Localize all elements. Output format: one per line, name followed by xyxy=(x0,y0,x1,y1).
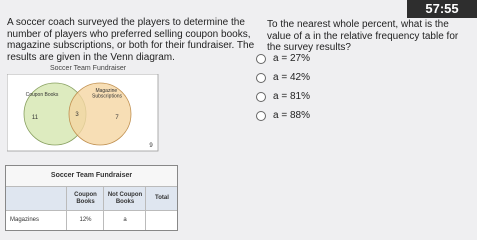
choice-label: a = 81% xyxy=(273,91,310,102)
table-header-cell: Coupon Books xyxy=(66,187,104,210)
venn-value-left-only: 11 xyxy=(31,115,39,121)
table-header-cell xyxy=(6,187,66,210)
radio-button[interactable] xyxy=(256,54,266,64)
table-row-label: Magazines xyxy=(10,217,40,223)
venn-diagram xyxy=(7,74,159,152)
choice-label: a = 27% xyxy=(273,53,310,64)
venn-title: Soccer Team Fundraiser xyxy=(50,65,127,72)
question-text: A soccer coach surveyed the players to determine the number of players who preferred selling coupon books, magazine subscriptions, or both for their fundraiser. The results are given in the Venn diagram. xyxy=(7,17,255,63)
choice-a-27[interactable] xyxy=(256,52,406,66)
relative-frequency-table xyxy=(5,165,178,231)
radio-button[interactable] xyxy=(256,73,266,83)
magazine-subscriptions-label: Magazine Subscriptions xyxy=(91,88,123,100)
choice-a-88[interactable] xyxy=(256,109,406,123)
venn-value-right-only: 7 xyxy=(115,115,119,121)
table-header-cell: Total xyxy=(145,187,178,210)
table-cell: 12% xyxy=(66,211,104,230)
table-cell: a xyxy=(103,211,146,230)
table-header-cell: Not Coupon Books xyxy=(103,187,146,210)
choice-label: a = 42% xyxy=(273,72,310,83)
venn-value-both: 3 xyxy=(75,112,79,118)
table-row xyxy=(6,211,177,230)
table-header-row xyxy=(6,187,177,211)
radio-button[interactable] xyxy=(256,92,266,102)
timer: 57:55 xyxy=(407,0,477,18)
table-title: Soccer Team Fundraiser xyxy=(6,166,177,187)
choice-label: a = 88% xyxy=(273,110,310,121)
choice-a-81[interactable] xyxy=(256,90,406,104)
venn-value-outside: 9 xyxy=(149,143,153,149)
table-cell xyxy=(145,211,178,230)
choice-a-42[interactable] xyxy=(256,71,406,85)
radio-button[interactable] xyxy=(256,111,266,121)
question-prompt: To the nearest whole percent, what is the value of a in the relative frequency table for the survey results? xyxy=(267,19,459,53)
coupon-books-label: Coupon Books xyxy=(25,92,59,98)
